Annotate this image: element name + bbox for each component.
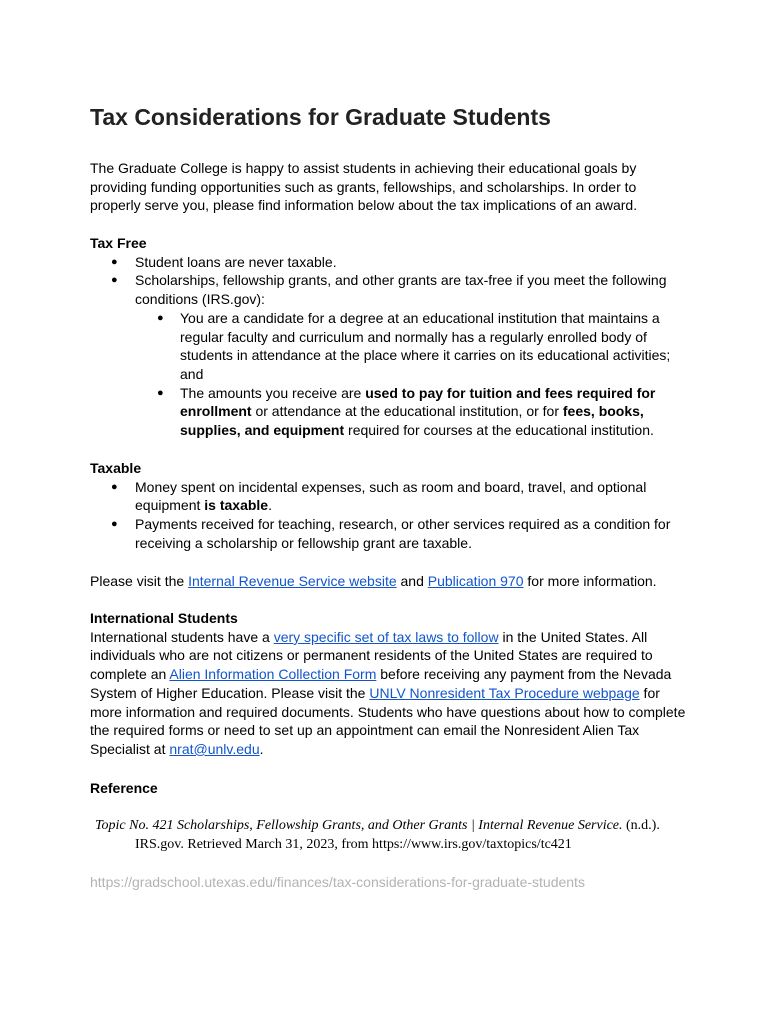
reference-section <box>90 779 690 798</box>
text-run: The amounts you receive are <box>180 384 366 401</box>
list-item-text: Scholarships, fellowship grants, and other grants are tax-free if you meet the following conditions (IRS.gov): <box>135 272 667 308</box>
alien-form-link[interactable]: Alien Information Collection Form <box>169 666 377 683</box>
text-run: in the United States. All individuals who are not citizens or permanent residents of the United States are required to complete an <box>90 628 653 683</box>
text-run: Please visit the <box>90 573 189 589</box>
citation-title: Topic No. 421 Scholarships, Fellowship Grants, and Other Grants | Internal Revenue Service. <box>95 818 623 833</box>
list-item-text: You are a candidate for a degree at an educational institution that maintains a regular faculty and curriculum and normally has a regularly enrolled body of students in attendance at the place where it carries on its educational activities; and <box>180 309 671 382</box>
list-item-text: Student loans are never taxable. <box>135 253 337 270</box>
taxable-list <box>90 478 690 553</box>
taxable-section <box>90 459 690 553</box>
citation-source: IRS.gov. Retrieved March 31, 2023, from https://www.irs.gov/taxtopics/tc421 <box>135 836 572 852</box>
source-url: https://gradschool.utexas.edu/finances/tax-considerations-for-graduate-students <box>90 874 585 890</box>
text-run: . <box>268 497 272 514</box>
international-paragraph <box>90 628 690 759</box>
list-item <box>90 478 690 515</box>
conditions-list <box>135 309 690 440</box>
citation-date: (n.d.). <box>622 818 660 833</box>
list-item <box>90 271 690 439</box>
page-title: Tax Considerations for Graduate Students <box>90 104 551 130</box>
publication-970-link[interactable]: Publication 970 <box>427 573 524 589</box>
list-item <box>135 384 690 440</box>
text-run: International students have a <box>90 628 274 645</box>
text-run: . <box>259 740 264 757</box>
text-run: and <box>396 573 428 589</box>
list-item <box>90 515 690 552</box>
text-run: or attendance at the educational institution, or for <box>251 403 563 420</box>
bold-text: fees, books, supplies, and equipment <box>180 403 644 439</box>
reference-heading: Reference <box>90 780 158 796</box>
irs-website-link[interactable]: Internal Revenue Service website <box>188 573 397 589</box>
visit-paragraph <box>90 572 690 591</box>
bold-text: is taxable <box>204 497 269 514</box>
list-item-text: Payments received for teaching, research, or other services required as a condition for receiving a scholarship or fellowship grant are taxable. <box>135 516 671 551</box>
list-item <box>90 253 690 272</box>
text-run: Money spent on incidental expenses, such as room and board, travel, and optional equipment <box>135 478 647 514</box>
unlv-tax-procedure-link[interactable]: UNLV Nonresident Tax Procedure webpage <box>369 684 640 701</box>
taxable-heading: Taxable <box>90 460 142 476</box>
citation <box>95 817 695 854</box>
email-link[interactable]: nrat@unlv.edu <box>169 740 260 757</box>
tax-free-heading: Tax Free <box>90 235 147 251</box>
text-run: required for courses at the educational institution. <box>344 422 654 439</box>
international-heading: International Students <box>90 610 238 626</box>
tax-laws-link[interactable]: very specific set of tax laws to follow <box>273 628 499 645</box>
text-run: before receiving any payment from the Nevada System of Higher Education. Please visit the <box>90 666 672 701</box>
tax-free-section <box>90 234 690 440</box>
text-run: for more information and required documents. Students who have questions about how to complete the required forms or need to set up an appointment can email the Nonresident Alien Tax Specialist at <box>90 684 686 757</box>
intro-paragraph: The Graduate College is happy to assist students in achieving their educational goals by providing funding opportunities such as grants, fellowships, and scholarships. In order to properly serve you, please find information below about the tax implications of an award. <box>90 160 638 214</box>
list-item <box>135 309 690 384</box>
tax-free-list <box>90 253 690 440</box>
bold-text: used to pay for tuition and fees required for enrollment <box>180 384 656 420</box>
text-run: for more information. <box>523 573 657 589</box>
international-section <box>90 609 690 759</box>
